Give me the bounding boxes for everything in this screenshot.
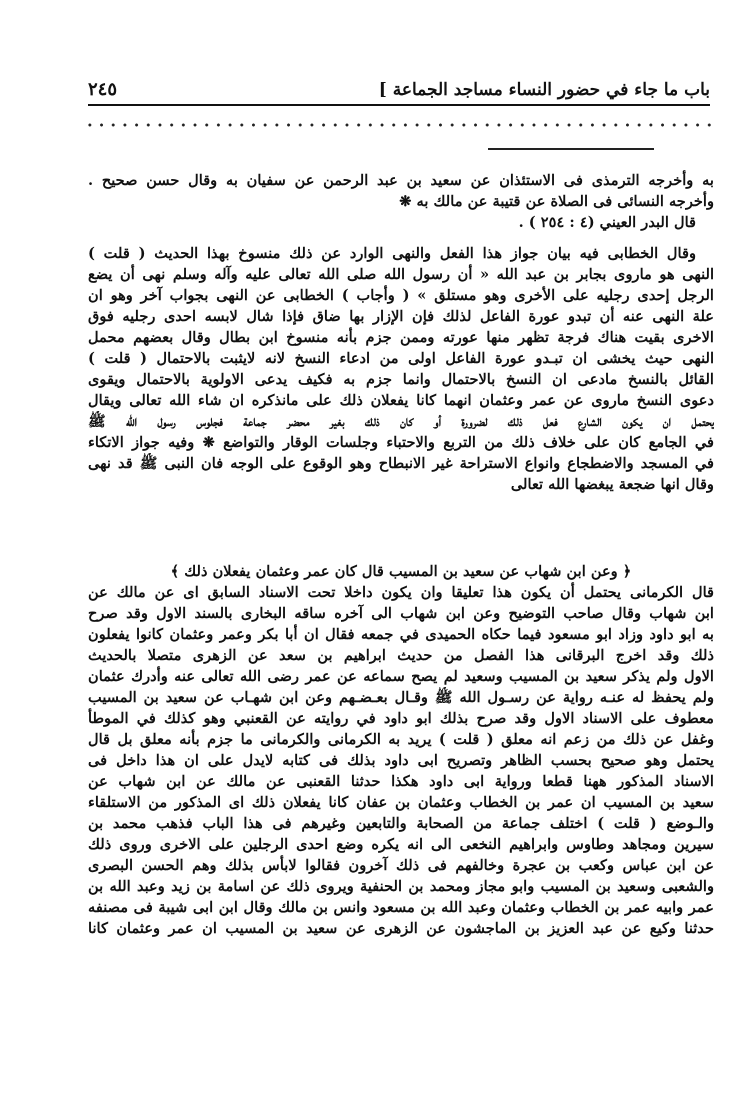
- text-line: قال الكرمانى يحتمل أن يكون هذا تعليقا وان يكون داخلا تحت الاسناد السابق اى عن مالك عن: [88, 584, 714, 601]
- text-line: عن ابن عباس وكعب بن عجرة وخالفهم فى ذلك آخرون فقالوا لابأس بذلك وهم الحسن البصرى: [88, 857, 714, 874]
- text-line: عمر وابيه عمر بن الخطاب وعثمان وعبد الله بن مسعود وانس بن مالك وقال ابن ابى شيبة فى مصنفه: [88, 899, 714, 916]
- text-line: ابن شهاب وقال صاحب التوضيح وعن ابن شهاب الى آخره ساقه البخارى بالسند الاول وقد صرح: [88, 605, 714, 622]
- text-line: دعوى النسخ ماروى عن عمر وعثمان انهما كانا يفعلان ذلك على مانذكره ان شاء الله تعالى ويقال: [88, 392, 714, 409]
- hadith-section: [88, 561, 714, 939]
- text-line: والـوضع ( قلت ) اختلف جماعة من الصحابة والتابعين وغيرهم فى هذا الباب فذهب محمد بن: [88, 815, 714, 832]
- commentary-paragraph: [88, 243, 714, 495]
- text-line: النهى هو ماروى بجابر بن عبد الله « أن رسول الله صلى الله تعالى عليه وآله وسلم نهى أن يضع: [88, 266, 714, 283]
- text-line: سعيد بن المسيب ان عمر بن الخطاب وعثمان بن عفان كانا يفعلان ذلك اى المذكور من الاستلقاء: [88, 794, 714, 811]
- text-line: وغفل عن ذلك من زعم انه معلق ( قلت ) يريد به الكرمانى والكرمانى ما جزم بأنه معلق بل قال: [88, 731, 714, 748]
- text-line: الاسناد المذكور ههنا قطعا ورواية ابى داود هكذا حدثنا القعنبى عن مالك عن ابن شهاب عن: [88, 773, 714, 790]
- text-line: ولم يحفظ له عنـه رواية عن رسـول الله ﷺ وقـال بعـضـهم وعن ابن شهـاب عن سعيد بن المسيب: [88, 689, 714, 706]
- chapter-title: باب ما جاء في حضور النساء مساجد الجماعة ]: [378, 80, 710, 100]
- text-line: وأخرجه النسائى فى الصلاة عن قتيبة عن مالك به ❋: [399, 193, 714, 210]
- page-number: ٢٤٥: [88, 79, 118, 100]
- text-line: النهى حيث يخشى ان تبـدو عورة الفاعل اولى من ادعاء النسخ لانه لايثبت بالاحتمال ( قلت ): [88, 350, 714, 367]
- text-line: الاول ولم يذكر سعيد بن المسيب وسعيد لم يصح سماعه عن عمر رضى الله تعالى عنه وأدرك عثمان: [88, 668, 714, 685]
- text-line: في الجامع كان على خلاف ذلك من التربع والاحتباء وجلسات الوقار والتواضع ❋ وفيه جواز الاتكاء: [88, 434, 714, 451]
- takhrij-paragraph: [88, 170, 714, 233]
- text-line: القائل بالنسخ مادعى ان النسخ بالاحتمال وانما جزم به فكيف يدعى الاولوية بالاحتمال ويقوى: [88, 371, 714, 388]
- text-line: علة النهى عنه أن تبدو عورة الفاعل لذلك فإن الإزار بها ضاق فإذا شال لابسه احدى رجليه فوق: [88, 308, 714, 325]
- text-line: به ابو داود وزاد ابو مسعود فيما حكاه الحميدى في جمعه فقال ان أبا بكر وعمر وعثمان كانوا يفعلون: [88, 626, 714, 643]
- header-rule: [88, 104, 710, 106]
- text-line: يحتمل ان يكون الشارع فعل ذلك لضرورة أو كان ذلك بغير محضر جماعة فجلوس رسول الله ﷺ: [88, 413, 714, 430]
- text-line: معطوف على الاسناد الاول وقد صرح بذلك ابو داود في روايته عن القعنبي وهو كذلك في الموطأ: [88, 710, 714, 727]
- hadith-heading: ﴿ وعن ابن شهاب عن سعيد بن المسيب قال كان عمر وعثمان يفعلان ذلك ﴾: [170, 563, 632, 580]
- text-line: الرجل إحدى رجليه على الأخرى وهو مستلق » ( وأجاب ) الخطابى عن النهى بجواب آخر وهو ان: [88, 287, 714, 304]
- dotted-divider: [84, 123, 714, 127]
- text-line: حدثنا وكيع عن عبد العزيز بن الماجشون عن الزهرى عن سعيد بن المسيب ان عمر وعثمان كانا: [88, 920, 714, 937]
- footnote-separator: [488, 148, 654, 150]
- text-line: وقال انها ضجعة يبغضها الله تعالى: [510, 476, 714, 493]
- text-line: سيرين ومجاهد وطاوس وابراهيم النخعى الى انه يكره وضع احدى الرجلين على الاخرى وروى ذلك: [88, 836, 714, 853]
- text-line: وقال الخطابى فيه بيان جواز هذا الفعل والنهى الوارد عن ذلك منسوخ بهذا الحديث ( قلت ): [88, 245, 696, 262]
- text-line: به وأخرجه الترمذى فى الاستئذان عن سعيد بن عبد الرحمن عن سفيان به وقال حسن صحيح .: [88, 172, 714, 189]
- running-header: [88, 70, 710, 100]
- commentary-heading: قال البدر العيني (٤ : ٢٥٤ ) .: [518, 214, 696, 231]
- text-line: في المسجد والاضطجاع وانواع الاستراحة غير الانبطاح وهو الوقوع على الوجه فان النبى ﷺ قد نهى: [88, 455, 714, 472]
- text-line: والشعبى وسعيد بن المسيب وابو مجاز ومحمد بن الحنفية ويروى ذلك عن اسامة بن زيد وعبد الله بن: [88, 878, 714, 895]
- text-line: يحتمل وهو صحيح بحسب الظاهر وتصريح ابى داود بذلك فى كتابه لايدل على ان هذا داخل فى: [88, 752, 714, 769]
- text-line: الاخرى بقيت هناك فرجة تظهر منها عورته وممن جزم بأنه منسوخ ابن بطال وقال بعضهم محمل: [88, 329, 714, 346]
- text-line: ذلك وقد اخرج البرقانى هذا الفصل من حديث ابراهيم بن سعد عن الزهرى متصلا بالحديث: [88, 647, 714, 664]
